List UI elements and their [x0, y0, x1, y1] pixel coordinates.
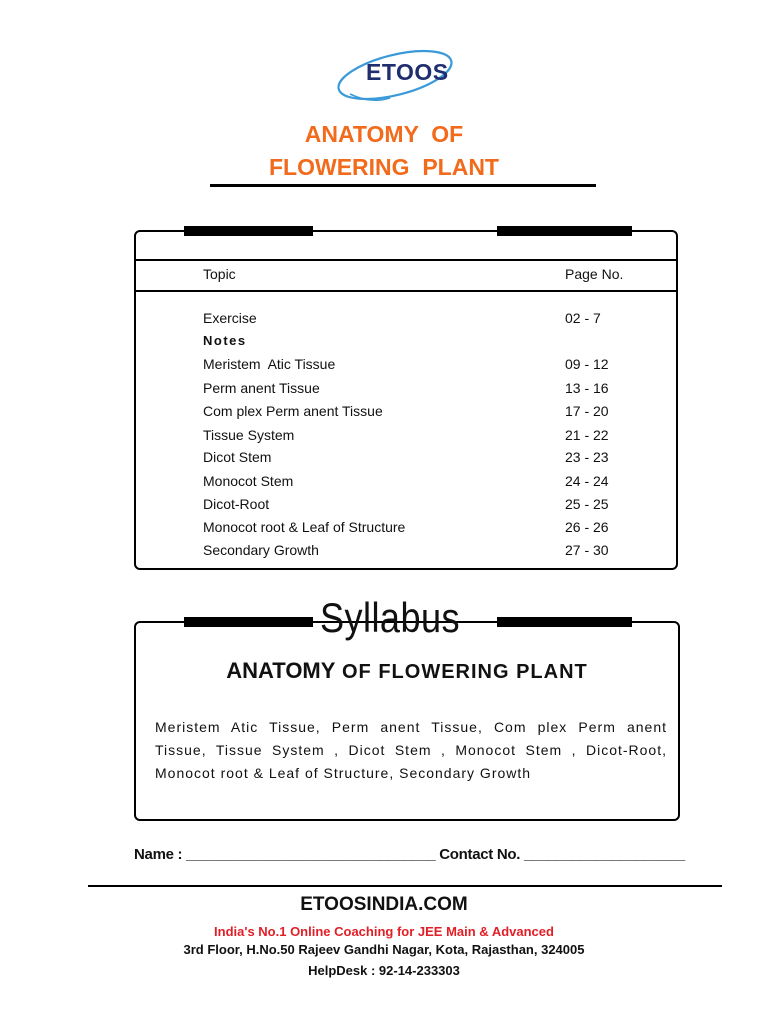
syllabus-tab-right	[497, 617, 632, 627]
contents-tab-left	[184, 226, 313, 236]
contents-topic: Meristem Atic Tissue	[203, 356, 336, 372]
contents-tab-right	[497, 226, 632, 236]
title-line-2: FLOWERING PLANT	[269, 154, 499, 180]
contents-topic: Dicot Stem	[203, 449, 272, 465]
contents-pages: 13 - 16	[565, 380, 609, 396]
contact-field[interactable]: ____________________	[524, 846, 685, 863]
contents-row	[0, 310, 768, 333]
contents-row	[0, 542, 768, 565]
contents-row	[0, 380, 768, 403]
contents-row	[0, 356, 768, 379]
footer-site[interactable]: ETOOSINDIA.COM	[300, 894, 468, 915]
contents-topic: Com plex Perm anent Tissue	[203, 403, 383, 419]
contents-pages: 21 - 22	[565, 427, 609, 443]
contact-label: Contact No.	[435, 846, 525, 863]
contents-row	[0, 449, 768, 472]
contents-pages: 26 - 26	[565, 519, 609, 535]
footer-address: 3rd Floor, H.No.50 Rajeev Gandhi Nagar, Kota, Rajasthan, 324005	[183, 942, 585, 957]
syllabus-title	[0, 658, 768, 684]
syllabus-heading: Syllabus	[320, 594, 460, 641]
contents-row	[0, 519, 768, 542]
contents-header-top-rule	[136, 259, 676, 261]
name-field[interactable]: _______________________________	[186, 846, 436, 863]
footer-helpdesk: HelpDesk : 92-14-233303	[308, 963, 460, 978]
title-line-1: ANATOMY OF	[304, 121, 464, 147]
contents-pages: 27 - 30	[565, 542, 609, 558]
contents-row	[0, 496, 768, 519]
contents-pages: 02 - 7	[565, 310, 601, 326]
contents-header-page: Page No.	[565, 266, 624, 282]
contents-notes-label: Notes	[203, 333, 247, 348]
name-contact-line	[134, 846, 685, 863]
contents-pages: 24 - 24	[565, 473, 609, 489]
contents-topic: Tissue System	[203, 427, 295, 443]
contents-topic: Perm anent Tissue	[203, 380, 320, 396]
contents-row	[0, 403, 768, 426]
title-underline	[210, 184, 596, 187]
contents-row	[0, 427, 768, 450]
footer-rule	[88, 885, 722, 887]
contents-header-topic: Topic	[203, 266, 236, 282]
contents-pages: 17 - 20	[565, 403, 609, 419]
contents-topic: Monocot Stem	[203, 473, 294, 489]
etoos-logo	[330, 42, 460, 112]
contents-pages: 09 - 12	[565, 356, 609, 372]
syllabus-tab-left	[184, 617, 313, 627]
contents-pages: 23 - 23	[565, 449, 609, 465]
name-label: Name :	[134, 846, 187, 863]
contents-topic: Monocot root & Leaf of Structure	[203, 519, 406, 535]
syllabus-text: Meristem Atic Tissue, Perm anent Tissue, Com plex Perm anent Tissue, Tissue System , Dicot Stem , Monocot Stem , Dicot-Root, Monocot root & Leaf of Structure, Secondary Growth	[155, 719, 667, 781]
contents-topic: Exercise	[203, 310, 257, 326]
contents-topic: Dicot-Root	[203, 496, 270, 512]
syllabus-title-rest: OF FLOWERING PLANT	[335, 661, 588, 683]
contents-row	[0, 473, 768, 496]
contents-pages: 25 - 25	[565, 496, 609, 512]
footer-tagline: India's No.1 Online Coaching for JEE Main & Advanced	[214, 924, 554, 939]
logo-text: ETOOS	[366, 59, 449, 85]
syllabus-title-main: ANATOMY	[226, 658, 336, 683]
contents-header-bottom-rule	[136, 290, 676, 292]
page-title	[0, 118, 768, 184]
contents-topic: Secondary Growth	[203, 542, 319, 558]
